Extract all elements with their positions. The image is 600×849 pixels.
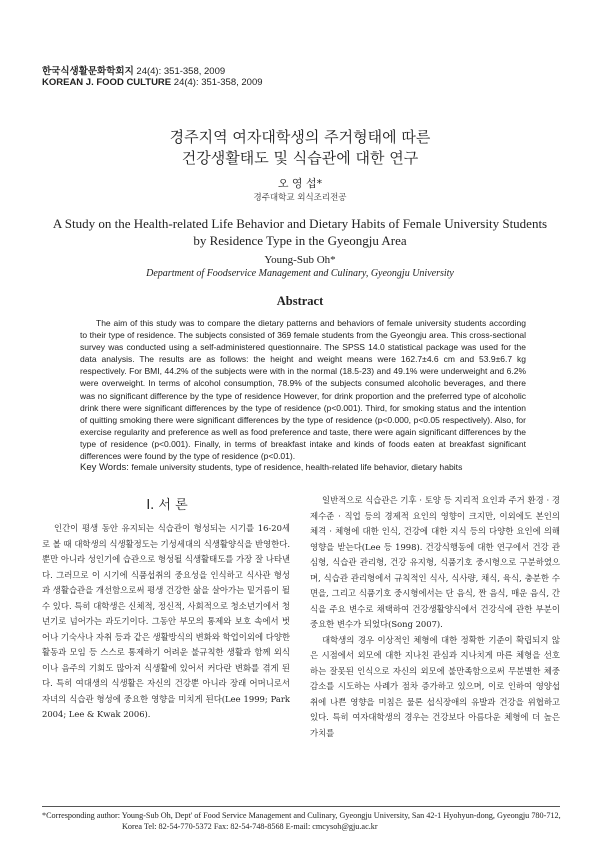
footnote-line1: *Corresponding author: Young-Sub Oh, Dept' of Food Service Management and Culinary, Gyeongju University, San 42-1 Hyohyun-dong, Gyeongju 780-712, bbox=[42, 811, 561, 820]
body-column-left bbox=[42, 521, 290, 723]
journal-name-en: KOREAN J. FOOD CULTURE bbox=[42, 77, 172, 88]
footnote-divider bbox=[42, 806, 560, 807]
journal-name-ko: 한국식생활문화학회지 bbox=[42, 66, 134, 77]
footnote-corresponding-author bbox=[42, 810, 562, 832]
paragraph: 대학생의 경우 이상적인 체형에 대한 정확한 기준이 확립되지 않은 시점에서 외모에 대한 지나친 관심과 지나치게 마른 체형을 선호하는 잘못된 인식으로 자신의 외모에 불만족함으로써 무분별한 체중감소를 시도하는 사례가 점차 증가하고 있으며, 이로 인하여 영양섭취에 나쁜 영향을 미침은 물론 섭식장애의 유발과 건강을 위협하고 있다. 특히 여자대학생의 경우는 건강보다 아름다운 체형에 더 높은 가치를 bbox=[310, 634, 560, 738]
author-english: Young-Sub Oh* bbox=[264, 254, 336, 266]
title-ko-line1: 경주지역 여자대학생의 주거형태에 따른 bbox=[169, 128, 431, 146]
footnote-line2: Korea Tel: 82-54-770-5372 Fax: 82-54-748-8568 E-mail: cmcysoh@gju.ac.kr bbox=[122, 822, 378, 831]
keywords bbox=[80, 462, 530, 473]
journal-header bbox=[42, 66, 263, 88]
paragraph: 인간이 평생 동안 유지되는 식습관이 형성되는 시기를 16-20세로 볼 때 대학생의 식생활정도는 기성세대의 식생활양식을 반영한다. 뿐만 아니라 성인기에 습관으로 형성될 식생활태도를 가장 잘 나타낸다. 그러므로 이 시기에 식품섭취의 중요성을 인식하고 식사관 형성과 생활습관을 개선함으로써 평생 건강한 삶을 살아가는 밑거름이 될 수 있다. 특히 대학생은 신체적, 정신적, 사회적으로 청소년기에서 청년기로 넘어가는 과도기이다. 그동안 부모의 통제와 보호 속에서 벗어나 기숙사나 자취 등과 같은 생활방식의 변화와 학업이외에 다양한 활동과 모임 등 스스로 통제하기 어려운 불규칙한 생활과 함께 외식이나 음주의 기회도 많아져 식생활에 있어서 커다란 변화를 겪게 된다. 특히 여대생의 식생활은 자신의 건강뿐 아니라 장래 어머니로서 자녀의 식습관 형성에 중요한 영향을 미치게 된다(Lee 1999; Park 2004; Lee & Kwak 2006). bbox=[42, 523, 290, 719]
paragraph: 일반적으로 식습관은 기후 · 토양 등 지리적 요인과 주거 환경 · 경제수준 · 직업 등의 경제적 요인의 영향이 크지만, 이외에도 본인의 체격 · 체형에 대한 인식, 건강에 대한 지식 등의 다양한 요인에 의해 영향을 받는다(Lee 등 1998). 건강식행동에 대한 연구에서 건강 관심형, 식습관 관리형, 건강 유지형, 식품기호 중시형으로 구분하였으며, 식습관 관리형에서 규칙적인 식사, 식사량, 채식, 육식, 충분한 수면을, 그리고 식품기호 중시형에서는 단 음식, 짠 음식, 매운 음식, 간식을 주요 변수로 채택하여 건강생활양식에서 건강식에 관한 부분이 중요한 변수가 되었다(Song 2007). bbox=[310, 495, 560, 629]
abstract-text: The aim of this study was to compare the dietary patterns and behaviors of female university students according to their type of residence. The subjects consisted of 369 female students from the Gyeongju area. This cross-sectional survey was conducted using a self-administered questionnaire. The SPSS 14.0 statistical package was used for the data analysis. The results are as follows: the height and weight means were 162.7±4.6 cm and 53.9±6.7 kg respectively. For BMI, 44.2% of the subjects were with in the normal (18.5-23) and 49.1% were underweight and 6.2% were overweight. In terms of alcohol consumption, 78.9% of the subjects consumed alcoholic beverages, and there was no significant difference by the type of residence However, for drink proportion and the preferred type of alcoholic drink there were significant differences by the type of residence (p<0.001). Third, for smoking status and the intention of quitting smoking there were significant differences by the type of residence (p<0.000, p<0.05 respectively). Also, for exercise regularity and preference as well as food preference and taste, there were again significant differences by the type of residence (p<0.001). Finally, in terms of breakfast intake and kinds of foods eaten at breakfast significant differences were found by the type of residence (p<0.01). bbox=[80, 318, 526, 462]
affiliation-english: Department of Foodservice Management and Culinary, Gyeongju University bbox=[146, 268, 454, 279]
title-english: A Study on the Health-related Life Behavior and Dietary Habits of Female University Students by Residence Type in the Gyeongju Area bbox=[52, 216, 548, 248]
title-ko-line2: 건강생활태도 및 식습관에 대한 연구 bbox=[181, 149, 419, 167]
author-korean: 오 영 섭* bbox=[277, 177, 323, 190]
body-column-right bbox=[310, 493, 560, 741]
affiliation-korean: 경주대학교 외식조리전공 bbox=[253, 193, 347, 203]
journal-line-ko bbox=[42, 66, 263, 77]
journal-line-en bbox=[42, 77, 263, 88]
section-heading-introduction: I. 서 론 bbox=[146, 498, 188, 513]
title-korean bbox=[0, 127, 600, 169]
journal-ref-ko: 24(4): 351-358, 2009 bbox=[136, 66, 226, 77]
journal-ref-en: 24(4): 351-358, 2009 bbox=[173, 77, 263, 88]
keywords-text: female university students, type of residence, health-related life behavior, dietary habits bbox=[128, 462, 463, 472]
abstract-heading: Abstract bbox=[276, 294, 324, 308]
keywords-label: Key Words: bbox=[80, 462, 129, 473]
